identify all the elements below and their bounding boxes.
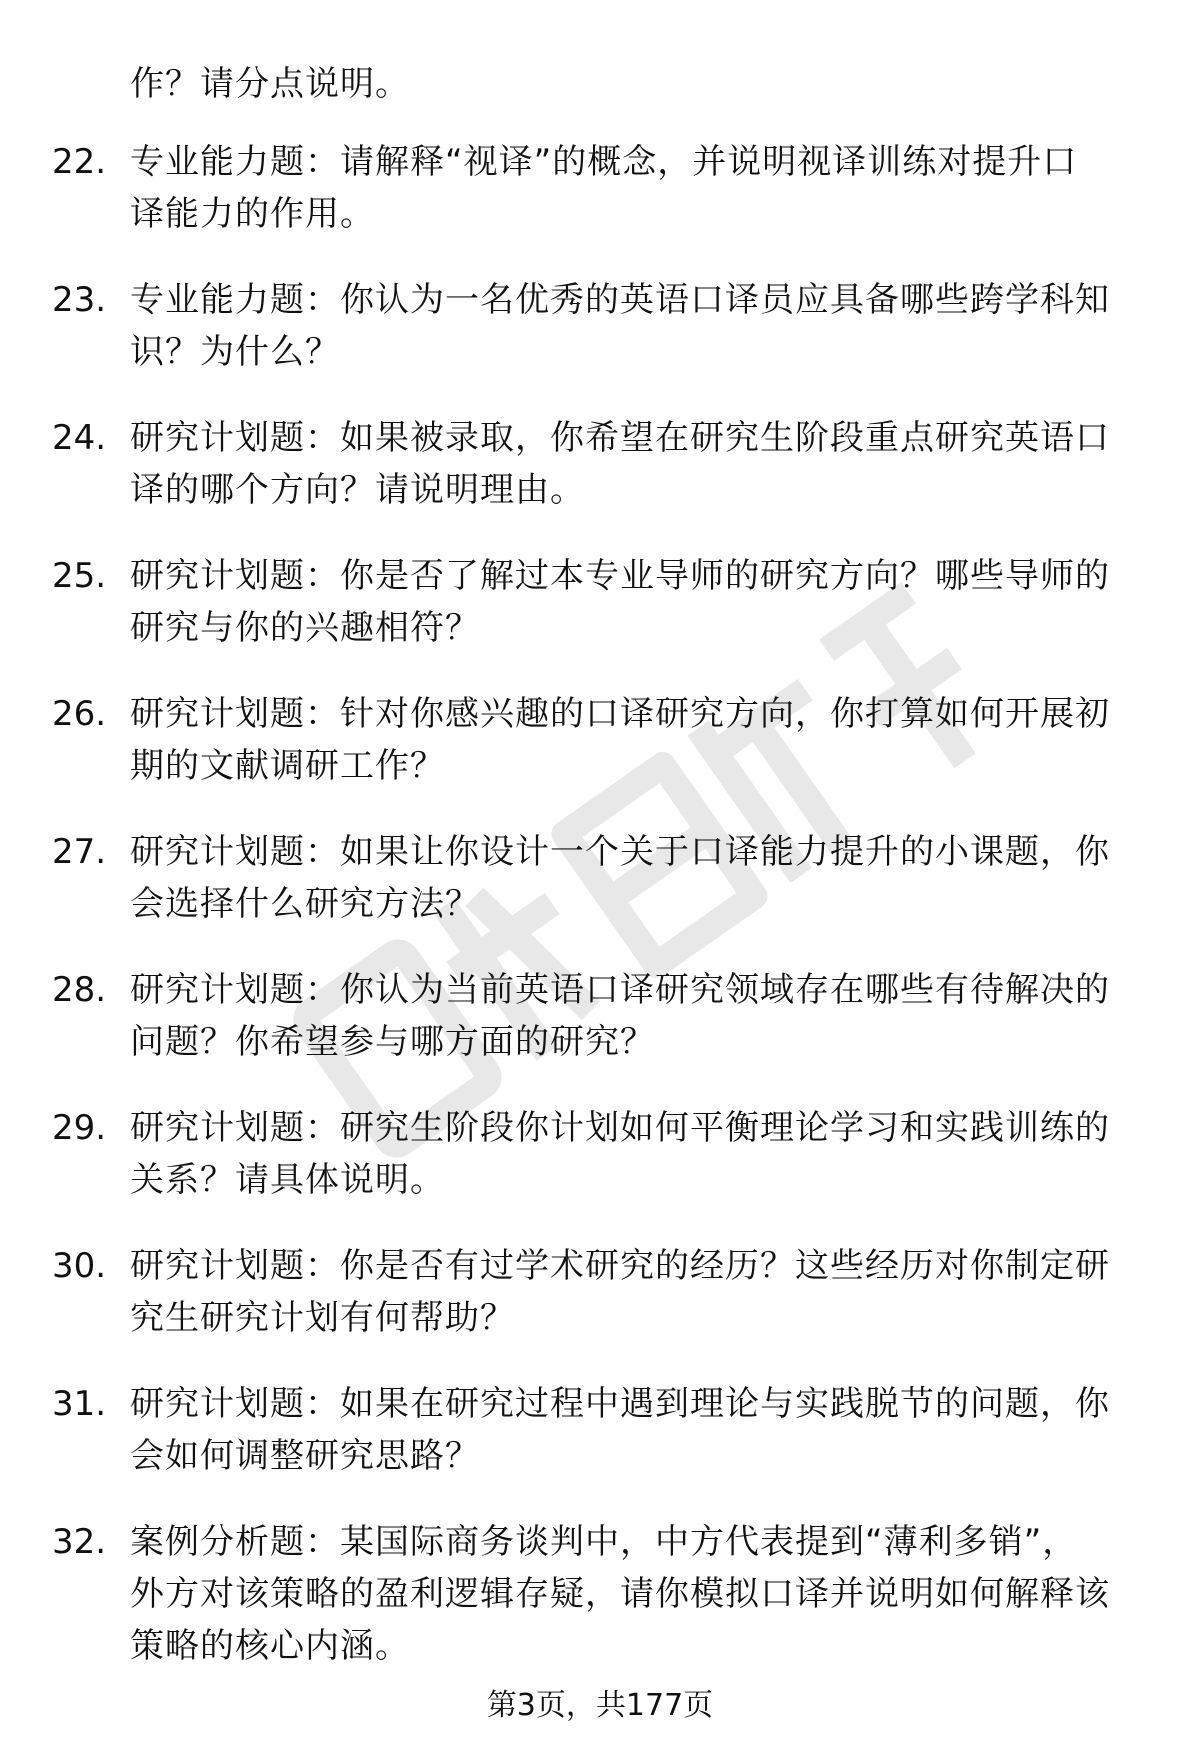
question-text-line: 译能力的作用。 xyxy=(130,194,375,234)
question-text-line: 外方对该策略的盈利逻辑存疑，请你模拟口译并说明如何解释该 xyxy=(130,1574,1110,1614)
question-number: 22. xyxy=(52,142,107,182)
question-item xyxy=(52,136,1152,240)
question-text-line: 研究计划题：你认为当前英语口译研究领域存在哪些有待解决的 xyxy=(130,970,1110,1010)
question-text-line: 研究计划题：如果让你设计一个关于口译能力提升的小课题，你 xyxy=(130,832,1110,872)
question-item xyxy=(52,1516,1152,1672)
question-item xyxy=(52,1378,1152,1482)
question-text xyxy=(130,136,1152,240)
question-text-line: 会选择什么研究方法？ xyxy=(130,884,480,924)
question-number: 28. xyxy=(52,970,107,1010)
question-number: 26. xyxy=(52,694,107,734)
question-number: 25. xyxy=(52,556,107,596)
question-text-line: 研究计划题：如果被录取，你希望在研究生阶段重点研究英语口 xyxy=(130,418,1110,458)
question-text xyxy=(130,412,1152,516)
question-item xyxy=(52,1240,1152,1344)
question-text-line: 关系？请具体说明。 xyxy=(130,1160,445,1200)
question-text-line: 研究计划题：如果在研究过程中遇到理论与实践脱节的问题，你 xyxy=(130,1384,1110,1424)
question-list xyxy=(52,136,1152,1706)
question-item xyxy=(52,1102,1152,1206)
question-item xyxy=(52,688,1152,792)
question-number: 29. xyxy=(52,1108,107,1148)
question-text-line: 策略的核心内涵。 xyxy=(130,1626,410,1666)
continuation-text: 作？请分点说明。 xyxy=(130,64,410,104)
question-text-line: 专业能力题：你认为一名优秀的英语口译员应具备哪些跨学科知 xyxy=(130,280,1110,320)
question-text xyxy=(130,964,1152,1068)
question-text-line: 译的哪个方向？请说明理由。 xyxy=(130,470,585,510)
question-text-line: 期的文献调研工作？ xyxy=(130,746,445,786)
question-text-line: 识？为什么？ xyxy=(130,332,340,372)
question-text xyxy=(130,1102,1152,1206)
question-item xyxy=(52,412,1152,516)
question-text xyxy=(130,1240,1152,1344)
question-number: 24. xyxy=(52,418,107,458)
question-text xyxy=(130,826,1152,930)
question-text-line: 会如何调整研究思路？ xyxy=(130,1436,480,1476)
question-text-line: 问题？你希望参与哪方面的研究？ xyxy=(130,1022,655,1062)
question-text-line: 专业能力题：请解释“视译”的概念，并说明视译训练对提升口 xyxy=(130,142,1078,182)
question-item xyxy=(52,274,1152,378)
question-item xyxy=(52,964,1152,1068)
question-number: 30. xyxy=(52,1246,107,1286)
question-number: 32. xyxy=(52,1522,107,1562)
question-text xyxy=(130,688,1152,792)
question-number: 31. xyxy=(52,1384,107,1424)
question-text-line: 研究计划题：你是否了解过本专业导师的研究方向？哪些导师的 xyxy=(130,556,1110,596)
question-text xyxy=(130,550,1152,654)
question-item xyxy=(52,826,1152,930)
question-text-line: 研究计划题：针对你感兴趣的口译研究方向，你打算如何开展初 xyxy=(130,694,1110,734)
page-footer: 第3页，共177页 xyxy=(486,1688,714,1723)
question-number: 23. xyxy=(52,280,107,320)
question-text xyxy=(130,1378,1152,1482)
question-text-line: 研究计划题：研究生阶段你计划如何平衡理论学习和实践训练的 xyxy=(130,1108,1110,1148)
question-text-line: 研究计划题：你是否有过学术研究的经历？这些经历对你制定研 xyxy=(130,1246,1110,1286)
question-text xyxy=(130,1516,1152,1672)
question-text xyxy=(130,274,1152,378)
question-text-line: 研究与你的兴趣相符？ xyxy=(130,608,480,648)
question-item xyxy=(52,550,1152,654)
question-number: 27. xyxy=(52,832,107,872)
question-text-line: 案例分析题：某国际商务谈判中，中方代表提到“薄利多销”， xyxy=(130,1522,1078,1562)
question-text-line: 究生研究计划有何帮助？ xyxy=(130,1298,515,1338)
